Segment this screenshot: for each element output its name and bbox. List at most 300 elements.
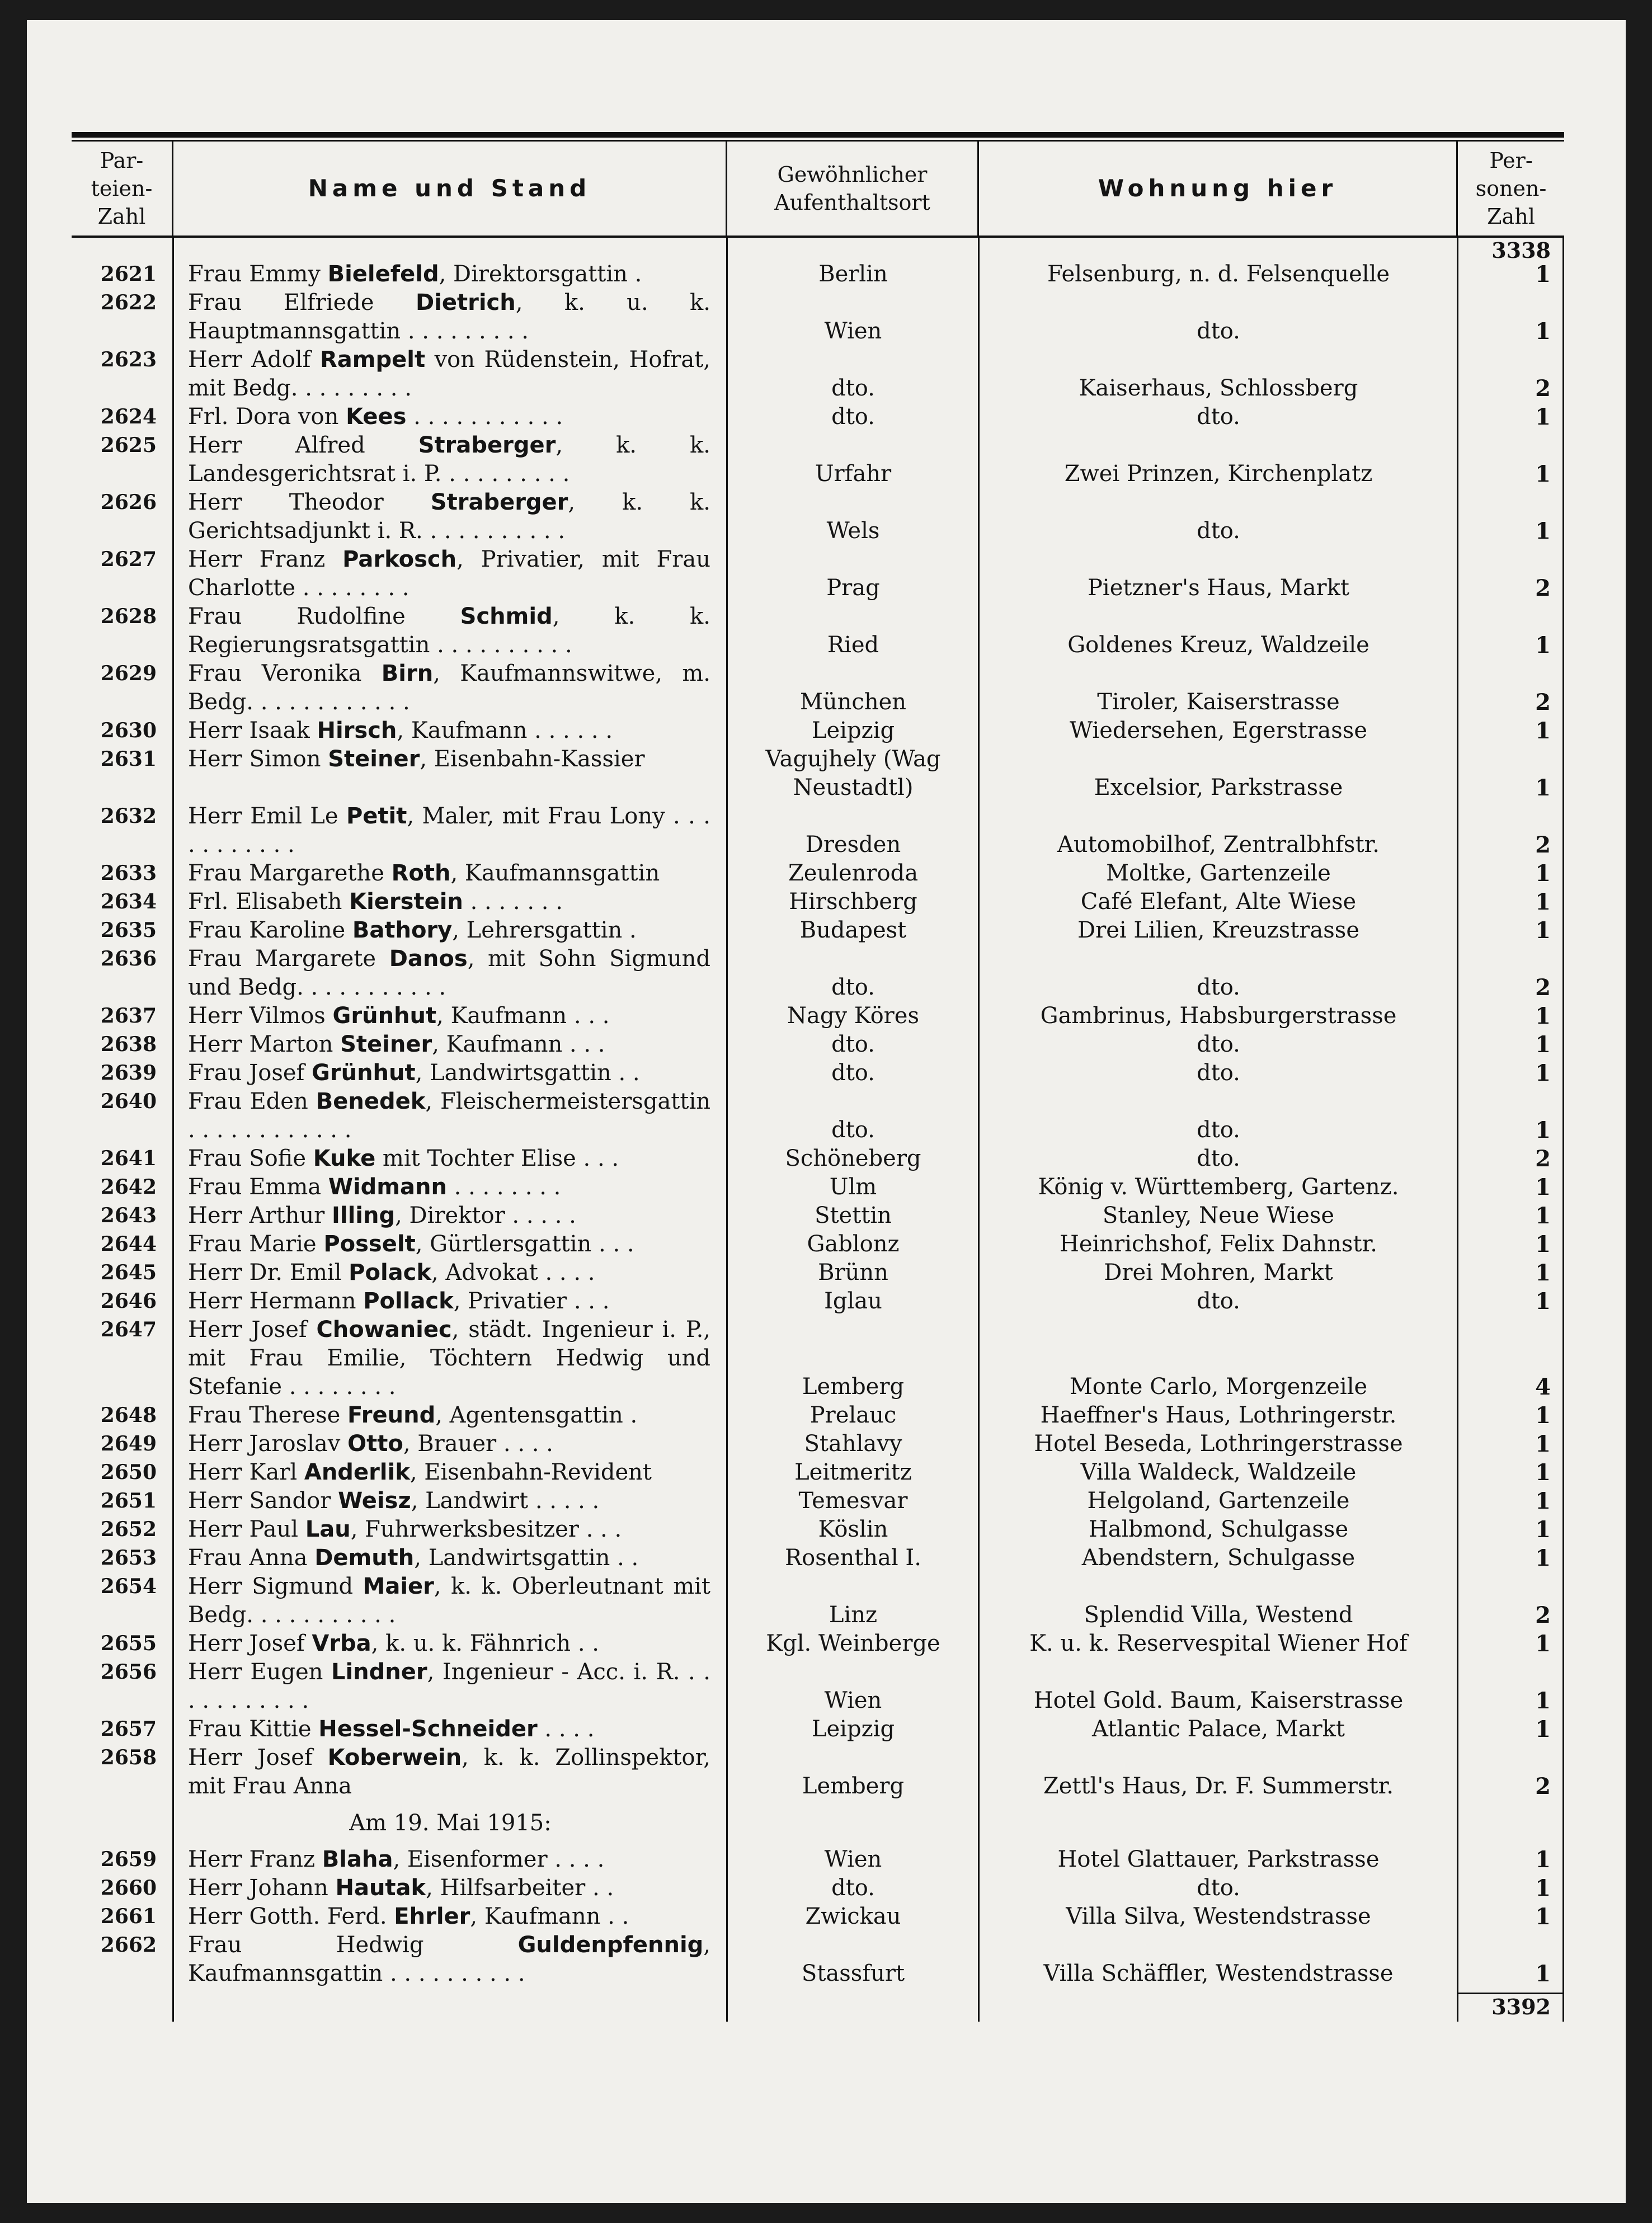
person-surname: Bathory [352,917,453,943]
person-title: Herr Karl [188,1459,298,1485]
usual-residence: Urfahr [815,461,892,487]
name-and-status [173,260,727,289]
person-status: , k. k. Landesgerichtsrat i. P. . . . . . . . . . [188,432,710,487]
person-title: Herr Josef [188,1317,307,1343]
person-count: 1 [1535,1688,1551,1714]
table-row [72,1059,1564,1087]
usual-residence: Budapest [799,917,907,943]
table-body [72,238,1564,2022]
usual-residence: Nagy Köres [787,1003,919,1029]
table-row [72,1874,1564,1902]
person-surname: Kierstein [349,889,463,915]
party-number: 2636 [100,947,157,971]
person-title: Frau Emma [188,1174,322,1200]
person-surname: Blaha [322,1847,393,1872]
name-and-status [173,859,727,888]
local-lodging: Splendid Villa, Westend [1084,1602,1353,1628]
name-and-status [173,1145,727,1173]
party-number: 2623 [100,348,157,371]
table-row [72,1259,1564,1287]
table-row [72,1430,1564,1458]
local-lodging: Zettl's Haus, Dr. F. Summerstr. [1043,1773,1394,1799]
name-and-status [173,488,727,545]
person-title: Herr Franz [188,547,326,572]
person-count: 1 [1535,917,1551,944]
person-count: 1 [1535,1003,1551,1029]
person-surname: Illing [331,1203,396,1228]
person-surname: Steiner [328,746,420,772]
name-and-status [173,1874,727,1902]
party-number: 2642 [100,1175,157,1199]
name-and-status [173,602,727,660]
local-lodging: Drei Mohren, Markt [1104,1260,1333,1285]
name-and-status [173,1230,727,1259]
table-row [72,488,1564,545]
usual-residence: Lemberg [802,1374,905,1400]
local-lodging: Moltke, Gartenzeile [1106,860,1331,886]
carry-over-count: 3338 [1491,238,1551,263]
local-lodging: Gambrinus, Habsburgerstrasse [1040,1003,1397,1029]
person-count: 2 [1535,1602,1551,1628]
name-and-status [173,802,727,859]
person-surname: Petit [346,803,407,829]
party-number: 2637 [100,1004,157,1028]
party-number: 2647 [100,1318,157,1341]
party-number: 2624 [100,405,157,428]
person-status: , k. k. Gerichtsadjunkt i. R. . . . . . . . . . . [188,489,710,544]
person-title: Herr Paul [188,1516,299,1542]
person-surname: Pollack [363,1288,454,1314]
header-parteien-zahl: Par-teien-Zahl [72,142,173,236]
table-row [72,602,1564,660]
name-and-status [173,1487,727,1515]
person-status: , Privatier . . . [453,1288,610,1314]
name-and-status [173,1715,727,1744]
local-lodging: Helgoland, Gartenzeile [1087,1488,1350,1514]
party-number: 2633 [100,861,157,885]
person-count: 2 [1535,689,1551,715]
header-name-und-stand: Name und Stand [173,142,727,236]
party-number: 2626 [100,491,157,514]
person-title: Frau Emmy [188,261,321,287]
person-surname: Weisz [338,1488,411,1514]
header-wohnung-hier: Wohnung hier [979,142,1458,236]
party-number: 2629 [100,662,157,685]
register-table [72,132,1564,2022]
local-lodging: dto. [1197,974,1240,1000]
person-title: Herr Josef [188,1745,313,1770]
person-count: 1 [1535,1060,1551,1086]
person-title: Frau Kittie [188,1716,312,1742]
name-and-status [173,1430,727,1458]
header-aufenthaltsort: Gewöhnlicher Aufenthaltsort [727,142,979,236]
person-title: Frl. Dora von [188,404,339,430]
table-row [72,346,1564,403]
person-status: , Kaufmannsgattin . . . . . . . . . . [188,1932,710,1986]
party-number: 2662 [100,1933,157,1957]
party-number: 2646 [100,1289,157,1313]
person-surname: Hautak [335,1875,426,1901]
usual-residence: Hirschberg [789,889,917,915]
person-count: 1 [1535,1032,1551,1058]
person-status: , Ingenieur - Acc. i. R. . . . . . . . . . . . [188,1659,710,1713]
party-number: 2648 [100,1403,157,1427]
name-and-status [173,1515,727,1544]
person-count: 1 [1535,518,1551,544]
usual-residence: Wien [824,318,882,344]
usual-residence: dto. [831,1875,875,1901]
usual-residence: Prelauc [809,1402,897,1428]
person-count: 1 [1535,404,1551,430]
party-number: 2649 [100,1432,157,1456]
person-count: 1 [1535,1402,1551,1429]
party-number: 2661 [100,1905,157,1928]
table-row [72,802,1564,859]
person-count: 1 [1535,1431,1551,1457]
table-row [72,289,1564,346]
person-count: 1 [1535,1231,1551,1257]
person-surname: Dietrich [415,290,516,315]
person-status: , Kaufmann . . [470,1904,629,1929]
person-status: , Kaufmann . . . . . . [397,718,613,743]
person-title: Herr Dr. Emil [188,1260,342,1285]
person-count: 2 [1535,1773,1551,1800]
party-number: 2657 [100,1717,157,1741]
usual-residence: Rosenthal I. [785,1545,921,1571]
usual-residence: Temesvar [798,1488,908,1514]
person-title: Frau Elfriede [188,290,374,315]
person-title: Frau Margarethe [188,860,384,886]
person-surname: Lindner [331,1659,427,1685]
usual-residence: Wien [824,1847,882,1872]
person-count: 1 [1535,461,1551,487]
table-row [72,1544,1564,1572]
person-surname: Koberwein [327,1745,462,1770]
local-lodging: Automobilhof, Zentralbhfstr. [1057,832,1380,858]
local-lodging: Villa Waldeck, Waldzeile [1080,1459,1357,1485]
table-row [72,1515,1564,1544]
party-number: 2660 [100,1876,157,1900]
local-lodging: Pietzner's Haus, Markt [1087,575,1349,601]
usual-residence: Brünn [818,1260,888,1285]
person-surname: Anderlik [304,1459,410,1485]
person-surname: Straberger [430,489,568,515]
table-row [72,717,1564,745]
name-and-status [173,1401,727,1430]
name-and-status [173,1845,727,1874]
person-title: Herr Adolf [188,347,311,373]
person-count: 1 [1535,1260,1551,1286]
local-lodging: Heinrichshof, Felix Dahnstr. [1060,1231,1377,1257]
person-title: Herr Josef [188,1631,305,1656]
local-lodging: Excelsior, Parkstrasse [1094,775,1343,800]
usual-residence: Stahlavy [804,1431,902,1457]
usual-residence: Kgl. Weinberge [766,1631,940,1656]
person-surname: Chowaniec [316,1317,452,1343]
person-count: 1 [1535,261,1551,288]
table-row [72,260,1564,289]
person-title: Frau Anna [188,1545,308,1571]
person-title: Herr Theodor [188,489,384,515]
person-title: Herr Arthur [188,1203,325,1228]
person-count: 1 [1535,1288,1551,1315]
table-row [72,859,1564,888]
usual-residence: Wels [826,518,880,544]
party-number: 2634 [100,890,157,913]
person-title: Frau Karoline [188,917,346,943]
person-title: Herr Eugen [188,1659,323,1685]
person-title: Herr Simon [188,746,321,772]
person-status: , k. k. Regierungsratsgattin . . . . . . . . . . [188,604,710,658]
person-surname: Vrba [312,1631,371,1656]
person-surname: Grünhut [332,1003,437,1029]
person-status: , Fleischermeistersgattin . . . . . . . . . . . . [188,1089,710,1143]
person-surname: Polack [349,1260,431,1285]
name-and-status [173,745,727,802]
total-count: 3392 [1458,1993,1564,2019]
local-lodging: Café Elefant, Alte Wiese [1080,889,1357,915]
person-title: Frau Rudolfine [188,604,406,629]
person-surname: Demuth [314,1545,415,1571]
party-number: 2656 [100,1660,157,1684]
usual-residence: Stassfurt [801,1961,905,1986]
table-row [72,1173,1564,1202]
person-title: Herr Isaak [188,718,310,743]
person-surname: Steiner [340,1032,432,1057]
name-and-status [173,1287,727,1316]
person-count: 1 [1535,1203,1551,1229]
party-number: 2654 [100,1575,157,1598]
top-rule [72,132,1564,138]
table-row [72,1744,1564,1801]
usual-residence: Schöneberg [785,1146,921,1171]
person-count: 2 [1535,1146,1551,1172]
person-status: , Fuhrwerksbesitzer . . . [350,1516,622,1542]
usual-residence: dto. [831,1032,875,1057]
person-surname: Rampelt [320,347,426,373]
person-surname: Lau [305,1516,351,1542]
person-count: 1 [1535,1117,1551,1143]
table-row [72,1202,1564,1230]
party-number: 2641 [100,1147,157,1170]
document-page [27,20,1626,2203]
person-title: Frau Hedwig [188,1932,424,1958]
usual-residence: Linz [829,1602,878,1628]
person-status: , k. k. Oberleutnant mit Bedg. . . . . . . . . . . [188,1574,710,1628]
name-and-status [173,888,727,916]
total-row [72,1988,1564,2022]
person-surname: Otto [347,1431,403,1457]
person-count: 1 [1535,1716,1551,1742]
usual-residence: Stettin [815,1203,892,1228]
table-row [72,1629,1564,1658]
party-number: 2631 [100,747,157,771]
person-count: 1 [1535,1847,1551,1873]
name-and-status [173,545,727,602]
person-surname: Ehrler [394,1904,470,1929]
local-lodging: Halbmond, Schulgasse [1088,1516,1349,1542]
name-and-status [173,1658,727,1715]
name-and-status [173,916,727,945]
usual-residence: Ulm [829,1174,877,1200]
person-surname: Schmid [460,604,553,629]
usual-residence: Zeulenroda [788,860,919,886]
usual-residence: Lemberg [802,1773,905,1799]
person-status: . . . . . . . . . . . [406,404,563,430]
person-count: 2 [1535,832,1551,858]
table-row [72,1002,1564,1030]
person-title: Herr Gotth. Ferd. [188,1904,387,1929]
person-status: , Lehrersgattin . [452,917,637,943]
table-row [72,1845,1564,1874]
person-status: , Maler, mit Frau Lony . . . . . . . . . . . [188,803,710,858]
person-title: Herr Alfred [188,432,365,458]
person-status: , Brauer . . . . [403,1431,553,1457]
usual-residence: dto. [831,1117,875,1143]
usual-residence: Leipzig [811,718,895,743]
party-number: 2652 [100,1518,157,1541]
table-header [72,142,1564,238]
section-date-label: Am 19. Mai 1915: [349,1810,552,1836]
usual-residence: Vagujhely (Wag Neustadtl) [765,746,941,800]
person-status: , Kaufmann . . . [432,1032,605,1057]
table-row [72,1715,1564,1744]
usual-residence: Wien [824,1688,882,1713]
local-lodging: dto. [1197,404,1240,430]
local-lodging: Wiedersehen, Egerstrasse [1070,718,1367,743]
person-title: Frau Marie [188,1231,317,1257]
carry-over-row [72,238,1564,263]
table-row [72,916,1564,945]
person-status: , Privatier, mit Frau Charlotte . . . . . . . . [188,547,711,601]
local-lodging: König v. Württemberg, Gartenz. [1038,1174,1399,1200]
person-count: 1 [1535,1459,1551,1486]
person-status: , Hilfsarbeiter . . [426,1875,614,1901]
name-and-status [173,289,727,346]
local-lodging: Kaiserhaus, Schlossberg [1079,375,1358,401]
table-row [72,1230,1564,1259]
person-status: , Direktor . . . . . [395,1203,576,1228]
table-row [72,1287,1564,1316]
party-number: 2659 [100,1848,157,1871]
party-number: 2628 [100,605,157,628]
person-status: , Direktorsgattin . [439,261,642,287]
person-status: , Landwirtsgattin . . [414,1545,639,1571]
name-and-status [173,403,727,431]
local-lodging: Tiroler, Kaiserstrasse [1097,689,1340,715]
party-number: 2627 [100,548,157,571]
name-and-status [173,1744,727,1801]
party-number: 2658 [100,1746,157,1769]
entries-block-1 [72,260,1564,1801]
person-status: , mit Sohn Sigmund und Bedg. . . . . . . . . . . [188,946,711,1000]
person-status: , Advokat . . . . [431,1260,595,1285]
name-and-status [173,1002,727,1030]
person-status: , Eisenbahn-Revident [410,1459,652,1485]
local-lodging: Villa Schäffler, Westendstrasse [1043,1961,1394,1986]
person-status: , k. k. Zollinspektor, mit Frau Anna [188,1745,711,1799]
person-status: mit Tochter Elise . . . [375,1146,619,1171]
person-title: Frau Sofie [188,1146,307,1171]
local-lodging: Stanley, Neue Wiese [1102,1203,1335,1228]
name-and-status [173,1173,727,1202]
table-row [72,1902,1564,1931]
name-and-status [173,1931,727,1988]
table-row [72,1931,1564,1988]
table-row [72,1401,1564,1430]
person-surname: Maier [363,1574,434,1599]
person-surname: Straberger [418,432,556,458]
person-status: . . . . . . . . [446,1174,561,1200]
person-surname: Hirsch [317,718,397,743]
person-surname: Birn [381,661,434,686]
person-title: Frau Josef [188,1060,305,1086]
person-count: 1 [1535,718,1551,744]
person-count: 1 [1535,1516,1551,1543]
party-number: 2645 [100,1261,157,1284]
table-row [72,1487,1564,1515]
person-surname: Grünhut [312,1060,416,1086]
table-row [72,1658,1564,1715]
person-status: , Landwirtsgattin . . [415,1060,640,1086]
usual-residence: dto. [831,1060,875,1086]
person-count: 1 [1535,1631,1551,1657]
person-title: Frau Eden [188,1089,308,1114]
local-lodging: Hotel Glattauer, Parkstrasse [1057,1847,1380,1872]
party-number: 2639 [100,1061,157,1085]
party-number: 2632 [100,804,157,828]
usual-residence: München [799,689,907,715]
usual-residence: Zwickau [805,1904,901,1929]
local-lodging: Monte Carlo, Morgenzeile [1069,1374,1368,1400]
party-number: 2655 [100,1632,157,1655]
local-lodging: dto. [1197,1060,1240,1086]
table-row [72,945,1564,1002]
person-surname: Roth [391,860,451,886]
local-lodging: dto. [1197,1288,1240,1314]
party-number: 2653 [100,1546,157,1570]
local-lodging: dto. [1197,1032,1240,1057]
person-surname: Danos [389,946,468,972]
person-title: Frau Veronika [188,661,362,686]
person-status: , Gürtlersgattin . . . [415,1231,634,1257]
table-row [72,431,1564,488]
person-status: , k. u. k. Hauptmannsgattin . . . . . . . . . [188,290,711,344]
person-surname: Bielefeld [327,261,439,287]
person-count: 1 [1535,775,1551,801]
table-row [72,1572,1564,1629]
name-and-status [173,1544,727,1572]
party-number: 2650 [100,1461,157,1484]
person-status: , Kaufmann . . . [436,1003,610,1029]
person-count: 2 [1535,575,1551,601]
usual-residence: Köslin [818,1516,888,1542]
person-status: , städt. Ingenieur i. P., mit Frau Emilie, Töchtern Hedwig und Stefanie . . . . . . . . [188,1317,710,1400]
table-row [72,1087,1564,1145]
usual-residence: Ried [827,632,879,658]
name-and-status [173,431,727,488]
local-lodging: dto. [1197,1146,1240,1171]
usual-residence: dto. [831,375,875,401]
table-row [72,1030,1564,1059]
party-number: 2622 [100,291,157,314]
usual-residence: Leitmeritz [794,1459,912,1485]
person-surname: Parkosch [342,547,457,572]
name-and-status [173,945,727,1002]
person-status: , Agentensgattin . [435,1402,638,1428]
table-row [72,1458,1564,1487]
person-count: 1 [1535,1174,1551,1200]
